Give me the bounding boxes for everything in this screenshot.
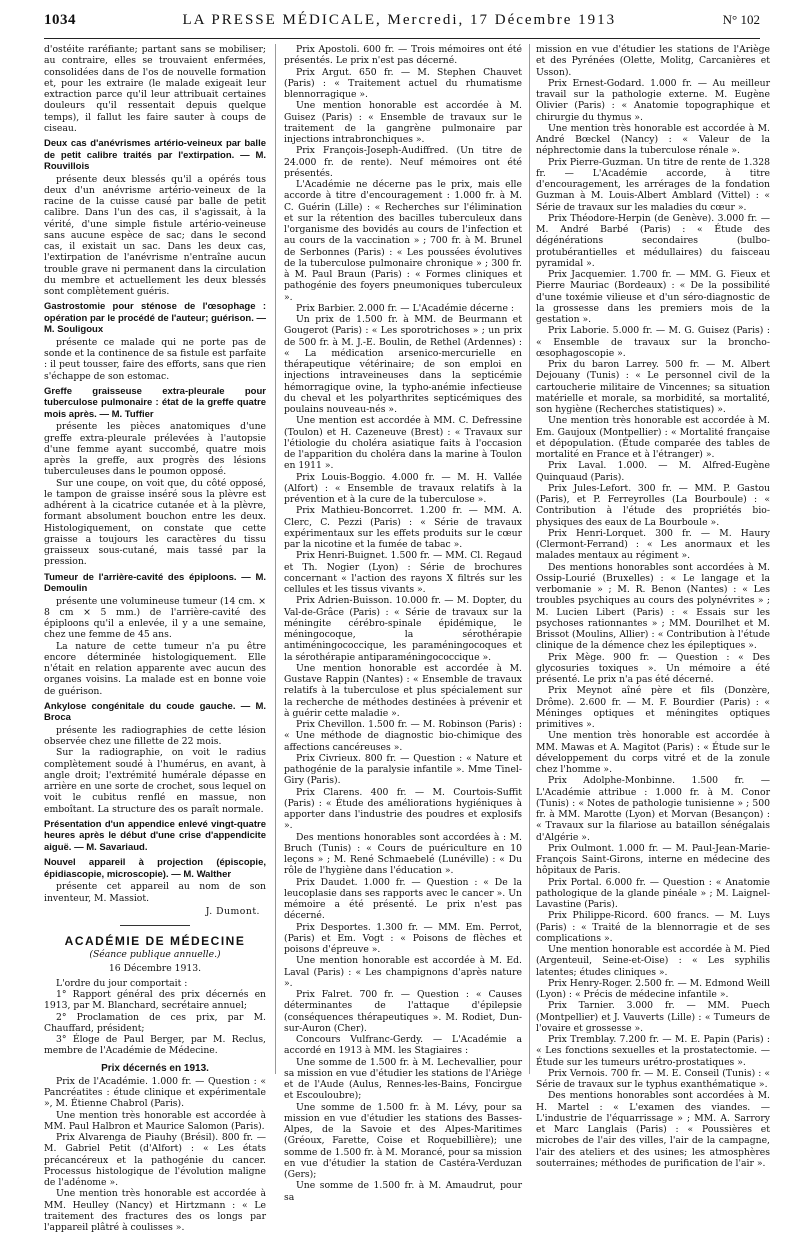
column-divider: [275, 44, 276, 1074]
academie-date: 16 Décembre 1913.: [108, 962, 202, 974]
paragraph: Prix Tremblay. 7.200 fr. — M. E. Papin (Paris) : « Les fonctions sexuelles et la prostatectomie. — Étude sur les tumeurs urétro-prostatiques ».: [536, 1034, 770, 1068]
paragraph: Une mention honorable est accordée à M. Ed. Laval (Paris) : « Les champignons d'après nature ».: [284, 955, 522, 989]
paragraph: Prix Alvarenga de Piauhy (Brésil). 800 fr. — M. Gabriel Petit (d'Alfort) : « Les états précancéreux et la pathogénie du cancer. Processus histologique de l'évolution maligne de l'adénome ».: [44, 1132, 266, 1188]
paragraph: La nature de cette tumeur n'a pu être encore déterminée histologiquement. Elle n'était en relation apparente avec aucun des organes voisins. La malade est en bonne voie de guérison.: [44, 640, 266, 697]
journal-title: LA PRESSE MÉDICALE, Mercredi, 17 Décembre 1913: [182, 12, 617, 28]
paragraph: présente les pièces anatomiques d'une greffe extra-pleurale prélevées à l'autopsie d'une femme ayant succombé, quatre mois après la greffe, aux progrès des lésions tuberculeuses dans le poumon opposé.: [44, 421, 266, 478]
paragraph: Sur la radiographie, on voit le radius complètement soudé à l'humérus, en avant, à angle droit; l'extrémité humérale dépasse en arrière en une sorte de crochet, sous lequel on voit le cubitus renflé en massue, non emboîtant. La structure des os paraît normale.: [44, 747, 266, 815]
section-heading: Présentation d'un appendice enlevé vingt-quatre heures après le début d'une crise d'appendicite aiguë. — M. Savariaud.: [44, 818, 266, 853]
paragraph: Prix Théodore-Herpin (de Genève). 3.000 fr. — M. André Barbé (Paris) : « Étude des dégénérations secondaires (bulbo-protubérantielles et médullaires) du faisceau pyramidal ».: [536, 212, 770, 269]
paragraph: Prix Philippe-Ricord. 600 francs. — M. Luys (Paris) : « Traité de la blennorragie et de ses complications ».: [536, 910, 770, 944]
author-signature: J. Dumont.: [205, 905, 260, 917]
paragraph: L'ordre du jour comportait :: [56, 977, 188, 989]
column-3: [536, 44, 770, 1169]
paragraph: présente cet appareil au nom de son inventeur, M. Massiot.: [44, 881, 266, 904]
section-heading: Deux cas d'anévrismes artério-veineux par balle de petit calibre traités par l'extirpation. — M. Rouvillois: [44, 138, 266, 172]
paragraph: présente une volumineuse tumeur (14 cm. × 8 cm × 5 mm.) de l'arrière-cavité des épiploons qu'il a enlevée, il y a une semaine, chez une femme de 45 ans.: [44, 595, 266, 641]
section-heading: Greffe graisseuse extra-pleurale pour tuberculose pulmonaire : état de la greffe quatre mois après. — M. Tuffier: [44, 385, 266, 420]
paragraph: Prix Vernois. 700 fr. — M. E. Conseil (Tunis) : « Série de travaux sur le typhus exanthématique ».: [536, 1067, 770, 1090]
paragraph: Prix Henri-Buignet. 1.500 fr. — MM. Cl. Regaud et Th. Nogier (Lyon) : Série de brochures concernant « l'action des rayons X filtrés sur les cellules et les tissus vivants ».: [284, 550, 522, 595]
paragraph: Une mention est accordée à MM. C. Defressine (Toulon) et H. Cazeneuve (Brest) : « Travaux sur l'étiologie du choléra asiatique faits à l'occasion de l'apparition du choléra dans la marine à Toulon en 1911 ».: [284, 415, 522, 472]
paragraph: Prix du baron Larrey. 500 fr. — M. Albert Dejouany (Tunis) : « Le personnel civil de la cartoucherie militaire de Vincennes; sa situation matérielle et morale, sa morbidité, sa mortalité, son hygiène (Recherches statistiques) ».: [536, 359, 770, 415]
paragraph: Une mention très honorable est accordée à MM. Mawas et A. Magitot (Paris) : « Étude sur le développement du corps vitré et de la zonule chez l'homme ».: [536, 730, 770, 775]
paragraph: Prix Civrieux. 800 fr. — Question : « Nature et pathogénie de la paralysie infantile ». Mme Tinel-Giry (Paris).: [284, 752, 522, 787]
paragraph: Sur une coupe, on voit que, du côté opposé, le tampon de graisse inséré sous la plèvre est adhérent à la cicatrice cutanée et à la plèvre, formant absolument bouchon entre les deux. Histologiquement, on constate que cette graisse a toujours les caractères du tissu graisseux sous-cutané, mais tassé par la pression.: [44, 477, 266, 568]
paragraph: présente deux blessés qu'il a opérés tous deux d'un anévrisme artério-veineux de la racine de la cuisse causé par balle de petit calibre. Dans l'un des cas, il s'agissait, à la vérité, d'une simple fistule artério-veineuse sans aucune espèce de sac; dans le second cas, il existait un sac. Dans les deux cas, l'extirpation de l'anévrisme n'entraîne aucun trouble grave ni permanent dans la circulation du membre et actuellement les deux blessés sont complètement guéris.: [44, 173, 266, 297]
paragraph: Des mentions honorables sont accordées à M. Ossip-Lourié (Bruxelles) : « Le langage et la verbomanie » ; M. R. Benon (Nantes) : « Les troubles psychiques au cours des polynévrites » ; M. Lucien Libert (Paris) : « Essais sur les psychoses rationnantes » ; MM. Dourilhet et M. Brissot (Moulins, Allier) : « Contribution à l'étude clinique de la démence chez les épileptiques ».: [536, 561, 770, 652]
section-heading: Nouvel appareil à projection (épiscopie, épidiascopie, microscopie). — M. Walther: [44, 857, 266, 880]
column-divider: [529, 44, 530, 1074]
separator-rule: [120, 925, 190, 926]
paragraph: Prix Barbier. 2.000 fr. — L'Académie décerne :: [296, 302, 515, 314]
paragraph: Prix Henry-Roger. 2.500 fr. — M. Edmond Weill (Lyon) : « Précis de médecine infantile ».: [536, 977, 770, 1000]
paragraph: Prix Laval. 1.000. — M. Alfred-Eugène Quinquaud (Paris).: [536, 460, 770, 483]
paragraph: Prix Adolphe-Monbinne. 1.500 fr. — L'Académie attribue : 1.000 fr. à M. Conor (Tunis) : « Notes de pathologie tunisienne » ; 500 fr. à MM. Marotte (Lyon) et Morvan (Besançon) : « Travaux sur la filariose au bataillon sénégalais d'Algérie ».: [536, 775, 770, 843]
paragraph: Prix Laborie. 5.000 fr. — M. G. Guisez (Paris) : « Ensemble de travaux sur la broncho-œsophagoscopie ».: [536, 325, 770, 359]
section-heading: Tumeur de l'arrière-cavité des épiploons. — M. Demoulin: [44, 571, 266, 594]
paragraph: Prix François-Joseph-Audiffred. (Un titre de 24.000 fr. de rente). Neuf mémoires ont été présentés.: [284, 145, 522, 179]
paragraph: Prix Henri-Lorquet. 300 fr. — M. Haury (Clermont-Ferrand) : « Les anormaux et les malades mentaux au régiment ».: [536, 527, 770, 562]
paragraph: Une mention très honorable est accordée à M. Em. Gaujoux (Montpellier) : « Mortalité française et dépopulation. (Étude comparée des tables de mortalité en France et à l'étranger) ».: [536, 415, 770, 460]
paragraph: d'ostéite raréfiante; partant sans se mobiliser; au contraire, elles se trouvaient enfermées, consolidées dans de l'os de nouvelle formation et, pour les extraire (le malade exigeait leur extraction parce qu'il leur attribuait certaines douleurs qu'il ressentait depuis quelque temps), il fallut les faire sauter à coups de ciseau.: [44, 44, 266, 134]
paragraph: L'Académie ne décerne pas le prix, mais elle accorde à titre d'encouragement : 1.000 fr. à M. C. Guérin (Lille) : « Recherches sur l'élimination et sur la rétention des bacilles tuberculeux dans l'organisme des bovidés au cours de l'infection et au cours de la vaccination » ; 700 fr. à M. Brunel de Serbonnes (Paris) : « Les poussées évolutives de la tuberculose pulmonaire chronique » ; 300 fr. à M. Paul Braun (Paris) : « Formes cliniques et pathogénie des foyers pneumoniques tuberculeux ».: [284, 179, 522, 303]
paragraph: présente ce malade qui ne porte pas de sonde et la continence de sa fistule est parfaite : il peut tousser, faire des efforts, sans que rien s'échappe de son estomac.: [44, 336, 266, 382]
paragraph: Concours Vulfranc-Gerdy. — L'Académie a accordé en 1913 à MM. les Stagiaires :: [284, 1034, 522, 1057]
paragraph: mission en vue d'étudier les stations de l'Ariège et des Pyrénées (Olette, Molitg, Carcanières et Usson).: [536, 44, 770, 78]
paragraph: Prix Oulmont. 1.000 fr. — M. Paul-Jean-Marie-François Saint-Girons, interne en médecine des hôpitaux de Paris.: [536, 842, 770, 877]
paragraph: Prix Jacquemier. 1.700 fr. — MM. G. Fieux et Pierre Mauriac (Bordeaux) : « De la possibilité d'une toxémie vilieuse et d'un séro-diagnostic de la grossesse dans les premiers mois de la gestation ».: [536, 269, 770, 325]
paragraph: Prix Clarens. 400 fr. — M. Courtois-Suffit (Paris) : « Étude des améliorations hygiéniques à apporter dans l'industrie des poudres et explosifs ».: [284, 786, 522, 832]
paragraph: Des mentions honorables sont accordées à M. H. Martel : « L'examen des viandes. — L'industrie de l'équarrissage » ; MM. A. Sarrory et Marc Langlais (Paris) : « Poussières et microbes de l'air des villes, l'air de la campagne, l'air des ateliers et des usines; les atmosphères souterraines; méthodes de purification de l'air ».: [536, 1090, 770, 1169]
section-heading: Gastrostomie pour sténose de l'œsophage : opération par le procédé de l'auteur; guérison. — M. Souligoux: [44, 301, 266, 336]
paragraph: 1° Rapport général des prix décernés en 1913, par M. Blanchard, secrétaire annuel;: [44, 989, 266, 1012]
paragraph: Prix Pierre-Guzman. Un titre de rente de 1.328 fr. — L'Académie accorde, à titre d'encouragement, les arrérages de la fondation Guzman à M. Louis-Albert Amblard (Vittel) : « Série de travaux sur les maladies du cœur ».: [536, 156, 770, 213]
paragraph: Une mention très honorable est accordée à M. André Bœckel (Nancy) : « Valeur de la néphrectomie dans la tuberculose rénale ».: [536, 122, 770, 157]
paragraph: Prix Daudet. 1.000 fr. — Question : « De la leucoplasie dans ses rapports avec le cancer ». Un mémoire a été présenté. Le prix n'est pas décerné.: [284, 876, 522, 922]
paragraph: Prix Meynot aîné père et fils (Donzère, Drôme). 2.600 fr. — M. F. Bourdier (Paris) : « Méninges optiques et méningites optiques primitives ».: [536, 685, 770, 730]
paragraph: Une mention très honorable est accordée à MM. Paul Halbron et Maurice Salomon (Paris).: [44, 1109, 266, 1132]
paragraph: présente les radiographies de cette lésion observée chez une fillette de 22 mois.: [44, 724, 266, 747]
paragraph: Prix Louis-Boggio. 4.000 fr. — M. H. Vallée (Alfort) : « Ensemble de travaux relatifs à la prévention et à la cure de la tuberculose ».: [284, 471, 522, 505]
paragraph: Une somme de 1.500 fr. à M. Lévy, pour sa mission en vue d'étudier les stations des Basses-Alpes, de la Savoie et des Alpes-Maritimes (Gréoux, Farette, Coise et Roquebillière); une somme de 1.500 fr. à M. Morancé, pour sa mission en vue d'étudier la station de Castéra-Verduzan (Gers);: [284, 1101, 522, 1180]
paragraph: Prix Mathieu-Boncorret. 1.200 fr. — MM. A. Clerc, C. Pezzi (Paris) : « Série de travaux expérimentaux sur les effets produits sur le cœur par la nicotine et la fumée de tabac ».: [284, 505, 522, 550]
paragraph: Une mention honorable est accordée à M. Pied (Argenteuil, Seine-et-Oise) : « Les syphilis latentes; études cliniques ».: [536, 944, 770, 978]
paragraph: Prix Chevillon. 1.500 fr. — M. Robinson (Paris) : « Une méthode de diagnostic bio-chimique des affections cancéreuses ».: [284, 719, 522, 753]
paragraph: Un prix de 1.500 fr. à MM. de Beurmann et Gougerot (Paris) : « Les sporotrichoses » ; un prix de 500 fr. à M. J.-E. Boulin, de Rethel (Ardennes) : « La médication arsenico-mercurielle en thérapeutique vétérinaire; de son emploi en injections intraveineuses dans la septicémie hémorragique ovine, la typho-anémie infectieuse du cheval et les polyarthrites septicémiques des poulains nouveau-nés ».: [284, 314, 522, 415]
paragraph: Prix Falret. 700 fr. — Question : « Causes déterminantes de l'attaque d'épilepsie (conséquences thérapeutiques ». M. Rodiet, Dun-sur-Auron (Cher).: [284, 989, 522, 1034]
page-header: [44, 12, 760, 39]
paragraph: 2° Proclamation de ces prix, par M. Chauffard, président;: [44, 1011, 266, 1034]
paragraph: Une somme de 1.500 fr. à M. Lechevallier, pour sa mission en vue d'étudier les stations de l'Ariège et de l'Aude (Aulus, Rennes-les-Bains, Foncirgue et Escouloubre);: [284, 1056, 522, 1102]
paragraph: Prix Argut. 650 fr. — M. Stephen Chauvet (Paris) : « Traitement actuel du rhumatisme blennorragique ».: [284, 66, 522, 100]
academie-title: ACADÉMIE DE MÉDECINE: [64, 934, 246, 948]
paragraph: 3° Éloge de Paul Berger, par M. Reclus, membre de l'Académie de Médecine.: [44, 1034, 266, 1057]
column-2: [284, 44, 522, 1203]
paragraph: Des mentions honorables sont accordées à : M. Bruch (Tunis) : « Cours de puériculture en 10 leçons » ; M. René Schmaebelé (Lunéville) : « Du rôle de l'hygiène dans l'éducation ».: [284, 831, 522, 877]
paragraph: Prix Adrien-Buisson. 10.000 fr. — M. Dopter, du Val-de-Grâce (Paris) : « Série de travaux sur la méningite cérébro-spinale épidémique, le méningocoque, la sérothérapie antiméningococcique, les paraméningocoques et la sérothérapie antiparaméningococcique ».: [284, 595, 522, 663]
paragraph: Prix Mège. 900 fr. — Question : « Des glycosuries toxiques ». Un mémoire a été présenté. Le prix n'a pas été décerné.: [536, 651, 770, 685]
page-number: 1034: [44, 12, 76, 28]
paragraph: Une somme de 1.500 fr. à M. Amaudrut, pour sa: [284, 1180, 522, 1203]
section-heading: Ankylose congénitale du coude gauche. — M. Broca: [44, 700, 266, 724]
paragraph: Une mention très honorable est accordée à MM. Heulley (Nancy) et Hirtzmann : « Le traitement des fractures des os longs par l'appareil plâtré à coulisses ».: [44, 1188, 266, 1233]
paragraph: Prix Ernest-Godard. 1.000 fr. — Au meilleur travail sur la pathologie externe. M. Eugène Olivier (Paris) : « Anatomie topographique et chirurgie du thymus ».: [536, 77, 770, 123]
paragraph: Une mention honorable est accordée à M. Guisez (Paris) : « Ensemble de travaux sur le traitement de la gangrène pulmonaire par injections intrabronchiques ».: [284, 100, 522, 145]
paragraph: Prix Apostoli. 600 fr. — Trois mémoires ont été présentés. Le prix n'est pas décerné.: [284, 44, 522, 67]
paragraph: Une mention honorable est accordée à M. Gustave Rappin (Nantes) : « Ensemble de travaux relatifs à la tuberculose et plus spécialement sur la recherche de méthodes destinées à prévenir et à guérir cette maladie ».: [284, 662, 522, 719]
paragraph: Prix Jules-Lefort. 300 fr. — MM. P. Gastou (Paris), et P. Ferreyrolles (La Bourboule) : « Contribution à l'étude des propriétés bio-physiques des eaux de La Bourboule ».: [536, 482, 770, 528]
paragraph: Prix de l'Académie. 1.000 fr. — Question : « Pancréatites : étude clinique et expérimentale », M. Étienne Chabrol (Paris).: [44, 1075, 266, 1110]
paragraph: Prix Desportes. 1.300 fr. — MM. Em. Perrot, (Paris) et Em. Vogt : « Poisons de flèches et poisons d'épreuve ».: [284, 921, 522, 955]
column-1: [44, 44, 266, 1233]
prix-heading: Prix décernés en 1913.: [101, 1062, 209, 1074]
issue-number: N° 102: [722, 12, 760, 27]
paragraph: Prix Portal. 6.000 fr. — Question : « Anatomie pathologique de la glande pinéale » ; M. Laignel-Lavastine (Paris).: [536, 876, 770, 910]
paragraph: Prix Tarnier. 3.000 fr. — MM. Puech (Montpellier) et J. Vauverts (Lille) : « Tumeurs de l'ovaire et grossesse ».: [536, 1000, 770, 1034]
academie-subtitle: (Séance publique annuelle.): [89, 949, 221, 961]
